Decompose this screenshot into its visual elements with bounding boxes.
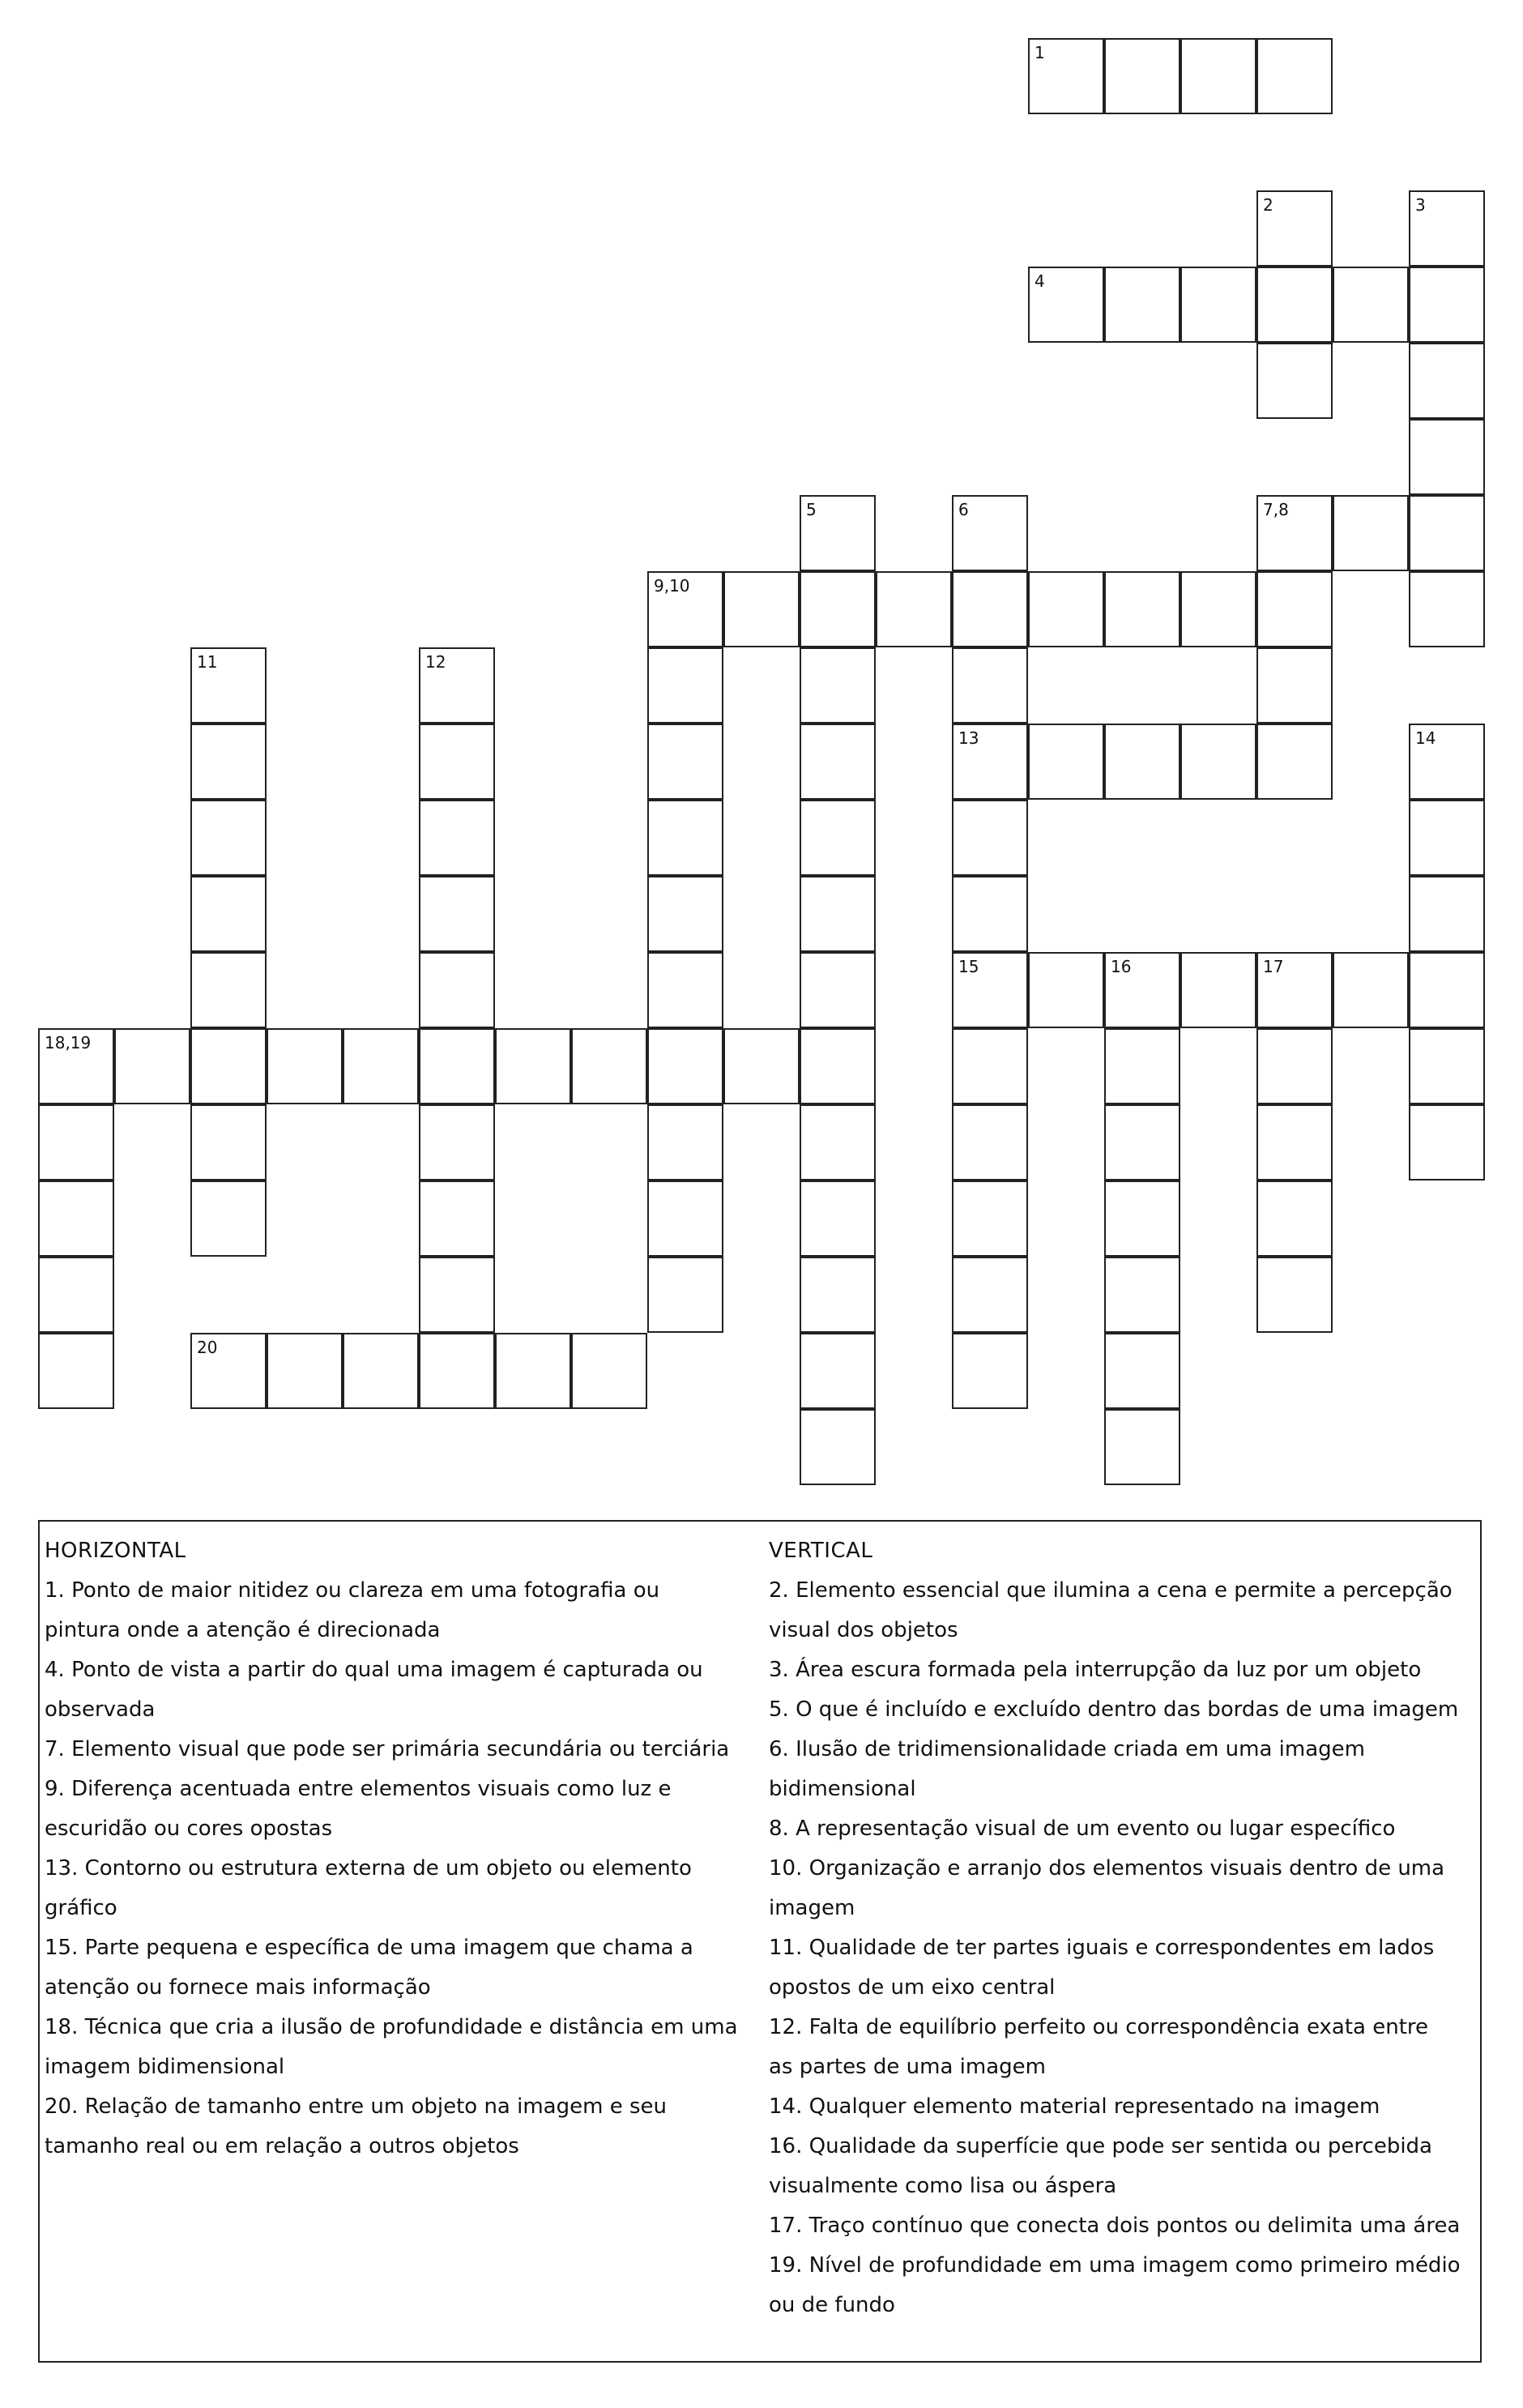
clue-number: 3	[1415, 195, 1426, 215]
grid-cell[interactable]	[1409, 343, 1485, 419]
clue-number: 11	[197, 652, 218, 672]
clue-number: 4	[1035, 271, 1045, 291]
clue-number: 15	[958, 957, 979, 976]
grid-cell[interactable]	[800, 1333, 876, 1409]
grid-cell[interactable]	[1028, 38, 1104, 114]
clue-number: 7,8	[1263, 500, 1289, 519]
grid-cell[interactable]	[1256, 724, 1333, 800]
horizontal-clue-line: 7. Elemento visual que pode ser primária secundária ou terciária	[45, 1737, 730, 1761]
clue-number: 16	[1111, 957, 1132, 976]
grid-cell[interactable]	[1104, 1028, 1180, 1104]
grid-cell[interactable]	[952, 1333, 1028, 1409]
vertical-clue-line: as partes de uma imagem	[769, 2055, 1046, 2079]
grid-cell[interactable]	[1333, 495, 1409, 571]
grid-cell[interactable]	[800, 952, 876, 1028]
grid-cell[interactable]	[419, 1333, 495, 1409]
grid-cell[interactable]	[419, 1181, 495, 1257]
grid-cell[interactable]	[190, 1181, 267, 1257]
clue-number: 2	[1263, 195, 1273, 215]
grid-cell[interactable]	[571, 1333, 647, 1409]
grid-cell[interactable]	[343, 1333, 419, 1409]
grid-cell[interactable]	[1256, 1257, 1333, 1333]
grid-cell[interactable]	[1104, 1333, 1180, 1409]
vertical-clue-line: visual dos objetos	[769, 1618, 958, 1642]
vertical-clue-line: 6. Ilusão de tridimensionalidade criada em uma imagem	[769, 1737, 1365, 1761]
vertical-clue-line: 19. Nível de profundidade em uma imagem como primeiro médio	[769, 2253, 1461, 2278]
grid-cell[interactable]	[1409, 571, 1485, 647]
grid-cell[interactable]	[419, 724, 495, 800]
grid-cell[interactable]	[495, 1028, 571, 1104]
vertical-clue-line: bidimensional	[769, 1777, 916, 1801]
grid-cell[interactable]	[1409, 267, 1485, 343]
grid-cell[interactable]	[800, 1181, 876, 1257]
clue-number: 5	[806, 500, 817, 519]
grid-cell[interactable]	[800, 800, 876, 876]
grid-cell[interactable]	[800, 495, 876, 571]
grid-cell[interactable]	[419, 647, 495, 724]
grid-cell[interactable]	[419, 1104, 495, 1181]
grid-cell[interactable]	[1409, 952, 1485, 1028]
grid-cell[interactable]	[190, 1028, 267, 1104]
grid-cell[interactable]	[800, 1409, 876, 1485]
grid-cell[interactable]	[267, 1333, 343, 1409]
grid-cell[interactable]	[800, 1028, 876, 1104]
vertical-clue-line: 5. O que é incluído e excluído dentro das bordas de uma imagem	[769, 1697, 1459, 1722]
vertical-clue-line: 8. A representação visual de um evento ou lugar específico	[769, 1817, 1396, 1841]
vertical-clue-line: visualmente como lisa ou áspera	[769, 2174, 1117, 2198]
grid-cell[interactable]	[1256, 1104, 1333, 1181]
grid-cell[interactable]	[1104, 1409, 1180, 1485]
clue-number: 13	[958, 728, 979, 748]
horizontal-clue-line: 20. Relação de tamanho entre um objeto na imagem e seu	[45, 2094, 667, 2119]
grid-cell[interactable]	[1409, 1104, 1485, 1181]
grid-cell[interactable]	[343, 1028, 419, 1104]
grid-cell[interactable]	[1256, 647, 1333, 724]
grid-cell[interactable]	[419, 1257, 495, 1333]
grid-cell[interactable]	[1104, 1104, 1180, 1181]
grid-cell[interactable]	[952, 1104, 1028, 1181]
vertical-clues	[769, 1531, 1482, 2325]
horizontal-clue-list	[45, 1571, 766, 2167]
grid-cell[interactable]	[647, 647, 723, 724]
clue-number: 12	[425, 652, 446, 672]
grid-cell[interactable]	[190, 876, 267, 952]
horizontal-clue-line: 15. Parte pequena e específica de uma imagem que chama a	[45, 1936, 693, 1960]
grid-cell[interactable]	[1180, 724, 1256, 800]
grid-cell[interactable]	[1256, 495, 1333, 571]
vertical-clue-line: 10. Organização e arranjo dos elementos visuais dentro de uma	[769, 1856, 1445, 1881]
vertical-clue-line: 14. Qualquer elemento material representado na imagem	[769, 2094, 1380, 2119]
grid-cell[interactable]	[952, 647, 1028, 724]
grid-cell[interactable]	[1104, 952, 1180, 1028]
grid-cell[interactable]	[1028, 952, 1104, 1028]
vertical-clue-line: ou de fundo	[769, 2293, 895, 2317]
grid-cell[interactable]	[1256, 571, 1333, 647]
grid-cell[interactable]	[495, 1333, 571, 1409]
grid-cell[interactable]	[952, 1028, 1028, 1104]
grid-cell[interactable]	[952, 1181, 1028, 1257]
horizontal-clue-line: 13. Contorno ou estrutura externa de um objeto ou elemento	[45, 1856, 692, 1881]
grid-cell[interactable]	[419, 800, 495, 876]
grid-cell[interactable]	[952, 800, 1028, 876]
vertical-clue-line: 16. Qualidade da superfície que pode ser sentida ou percebida	[769, 2134, 1432, 2158]
horizontal-clue-line: tamanho real ou em relação a outros objetos	[45, 2134, 519, 2158]
vertical-clue-line: 12. Falta de equilíbrio perfeito ou correspondência exata entre	[769, 2015, 1429, 2039]
grid-cell[interactable]	[190, 647, 267, 724]
grid-cell[interactable]	[647, 1104, 723, 1181]
grid-cell[interactable]	[1104, 571, 1180, 647]
grid-cell[interactable]	[952, 724, 1028, 800]
horizontal-clue-line: 9. Diferença acentuada entre elementos visuais como luz e	[45, 1777, 672, 1801]
vertical-clue-line: 17. Traço contínuo que conecta dois pontos ou delimita uma área	[769, 2214, 1461, 2238]
horizontal-clues	[45, 1531, 766, 2167]
grid-cell[interactable]	[723, 1028, 800, 1104]
grid-cell[interactable]	[190, 800, 267, 876]
grid-cell[interactable]	[419, 1028, 495, 1104]
clue-number: 17	[1263, 957, 1284, 976]
grid-cell[interactable]	[1409, 495, 1485, 571]
grid-cell[interactable]	[800, 1104, 876, 1181]
grid-cell[interactable]	[114, 1028, 190, 1104]
horizontal-clue-line: gráfico	[45, 1896, 117, 1920]
grid-cell[interactable]	[647, 571, 723, 647]
horizontal-clue-line: escuridão ou cores opostas	[45, 1817, 333, 1841]
grid-cell[interactable]	[1180, 571, 1256, 647]
horizontal-heading: HORIZONTAL	[45, 1539, 186, 1563]
grid-cell[interactable]	[647, 952, 723, 1028]
grid-cell[interactable]	[876, 571, 952, 647]
grid-cell[interactable]	[647, 1257, 723, 1333]
grid-cell[interactable]	[190, 1333, 267, 1409]
clue-number: 14	[1415, 728, 1436, 748]
grid-cell[interactable]	[952, 571, 1028, 647]
grid-cell[interactable]	[800, 1257, 876, 1333]
grid-cell[interactable]	[952, 495, 1028, 571]
grid-cell[interactable]	[800, 876, 876, 952]
grid-cell[interactable]	[1256, 343, 1333, 419]
clue-number: 1	[1035, 43, 1045, 62]
grid-cell[interactable]	[1256, 38, 1333, 114]
grid-cell[interactable]	[1028, 571, 1104, 647]
grid-cell[interactable]	[419, 952, 495, 1028]
grid-cell[interactable]	[1104, 267, 1180, 343]
horizontal-clue-line: 1. Ponto de maior nitidez ou clareza em uma fotografia ou	[45, 1578, 660, 1603]
clue-number: 6	[958, 500, 969, 519]
vertical-heading: VERTICAL	[769, 1539, 873, 1563]
grid-cell[interactable]	[1256, 952, 1333, 1028]
grid-cell[interactable]	[1104, 38, 1180, 114]
horizontal-clue-line: 4. Ponto de vista a partir do qual uma imagem é capturada ou	[45, 1658, 703, 1682]
grid-cell[interactable]	[723, 571, 800, 647]
grid-cell[interactable]	[1256, 1028, 1333, 1104]
grid-cell[interactable]	[1028, 724, 1104, 800]
grid-cell[interactable]	[1028, 267, 1104, 343]
horizontal-clue-line: observada	[45, 1697, 156, 1722]
clues-box	[38, 1520, 1482, 2363]
grid-cell[interactable]	[800, 571, 876, 647]
grid-cell[interactable]	[38, 1257, 114, 1333]
grid-cell[interactable]	[1104, 1181, 1180, 1257]
grid-cell[interactable]	[647, 800, 723, 876]
grid-cell[interactable]	[1333, 267, 1409, 343]
grid-cell[interactable]	[952, 1257, 1028, 1333]
clue-number: 18,19	[45, 1033, 92, 1052]
grid-cell[interactable]	[190, 1104, 267, 1181]
grid-cell[interactable]	[190, 724, 267, 800]
grid-cell[interactable]	[419, 876, 495, 952]
vertical-clue-line: opostos de um eixo central	[769, 1975, 1056, 2000]
grid-cell[interactable]	[952, 952, 1028, 1028]
clue-number: 20	[197, 1338, 218, 1357]
grid-cell[interactable]	[647, 876, 723, 952]
grid-cell[interactable]	[1180, 38, 1256, 114]
grid-cell[interactable]	[1409, 724, 1485, 800]
grid-cell[interactable]	[38, 1104, 114, 1181]
grid-cell[interactable]	[1256, 267, 1333, 343]
grid-cell[interactable]	[38, 1028, 114, 1104]
grid-cell[interactable]	[952, 876, 1028, 952]
grid-cell[interactable]	[1409, 190, 1485, 267]
grid-cell[interactable]	[1104, 724, 1180, 800]
grid-cell[interactable]	[1409, 800, 1485, 876]
grid-cell[interactable]	[1104, 1257, 1180, 1333]
horizontal-clue-line: 18. Técnica que cria a ilusão de profundidade e distância em uma	[45, 2015, 738, 2039]
grid-cell[interactable]	[1409, 1028, 1485, 1104]
grid-cell[interactable]	[1180, 267, 1256, 343]
grid-cell[interactable]	[647, 724, 723, 800]
grid-cell[interactable]	[1409, 419, 1485, 495]
grid-cell[interactable]	[190, 952, 267, 1028]
grid-cell[interactable]	[38, 1181, 114, 1257]
grid-cell[interactable]	[267, 1028, 343, 1104]
grid-cell[interactable]	[800, 724, 876, 800]
vertical-clue-line: 11. Qualidade de ter partes iguais e correspondentes em lados	[769, 1936, 1435, 1960]
grid-cell[interactable]	[571, 1028, 647, 1104]
grid-cell[interactable]	[1409, 876, 1485, 952]
grid-cell[interactable]	[38, 1333, 114, 1409]
horizontal-clue-line: imagem bidimensional	[45, 2055, 285, 2079]
clue-number: 9,10	[654, 576, 690, 596]
grid-cell[interactable]	[1333, 952, 1409, 1028]
grid-cell[interactable]	[1256, 1181, 1333, 1257]
grid-cell[interactable]	[647, 1028, 723, 1104]
grid-cell[interactable]	[800, 647, 876, 724]
grid-cell[interactable]	[1256, 190, 1333, 267]
vertical-clue-line: imagem	[769, 1896, 855, 1920]
horizontal-clue-line: pintura onde a atenção é direcionada	[45, 1618, 441, 1642]
vertical-clue-line: 2. Elemento essencial que ilumina a cena e permite a percepção	[769, 1578, 1453, 1603]
horizontal-clue-line: atenção ou fornece mais informação	[45, 1975, 431, 2000]
grid-cell[interactable]	[1180, 952, 1256, 1028]
grid-cell[interactable]	[647, 1181, 723, 1257]
vertical-clue-line: 3. Área escura formada pela interrupção da luz por um objeto	[769, 1658, 1422, 1682]
vertical-clue-list	[769, 1571, 1482, 2325]
